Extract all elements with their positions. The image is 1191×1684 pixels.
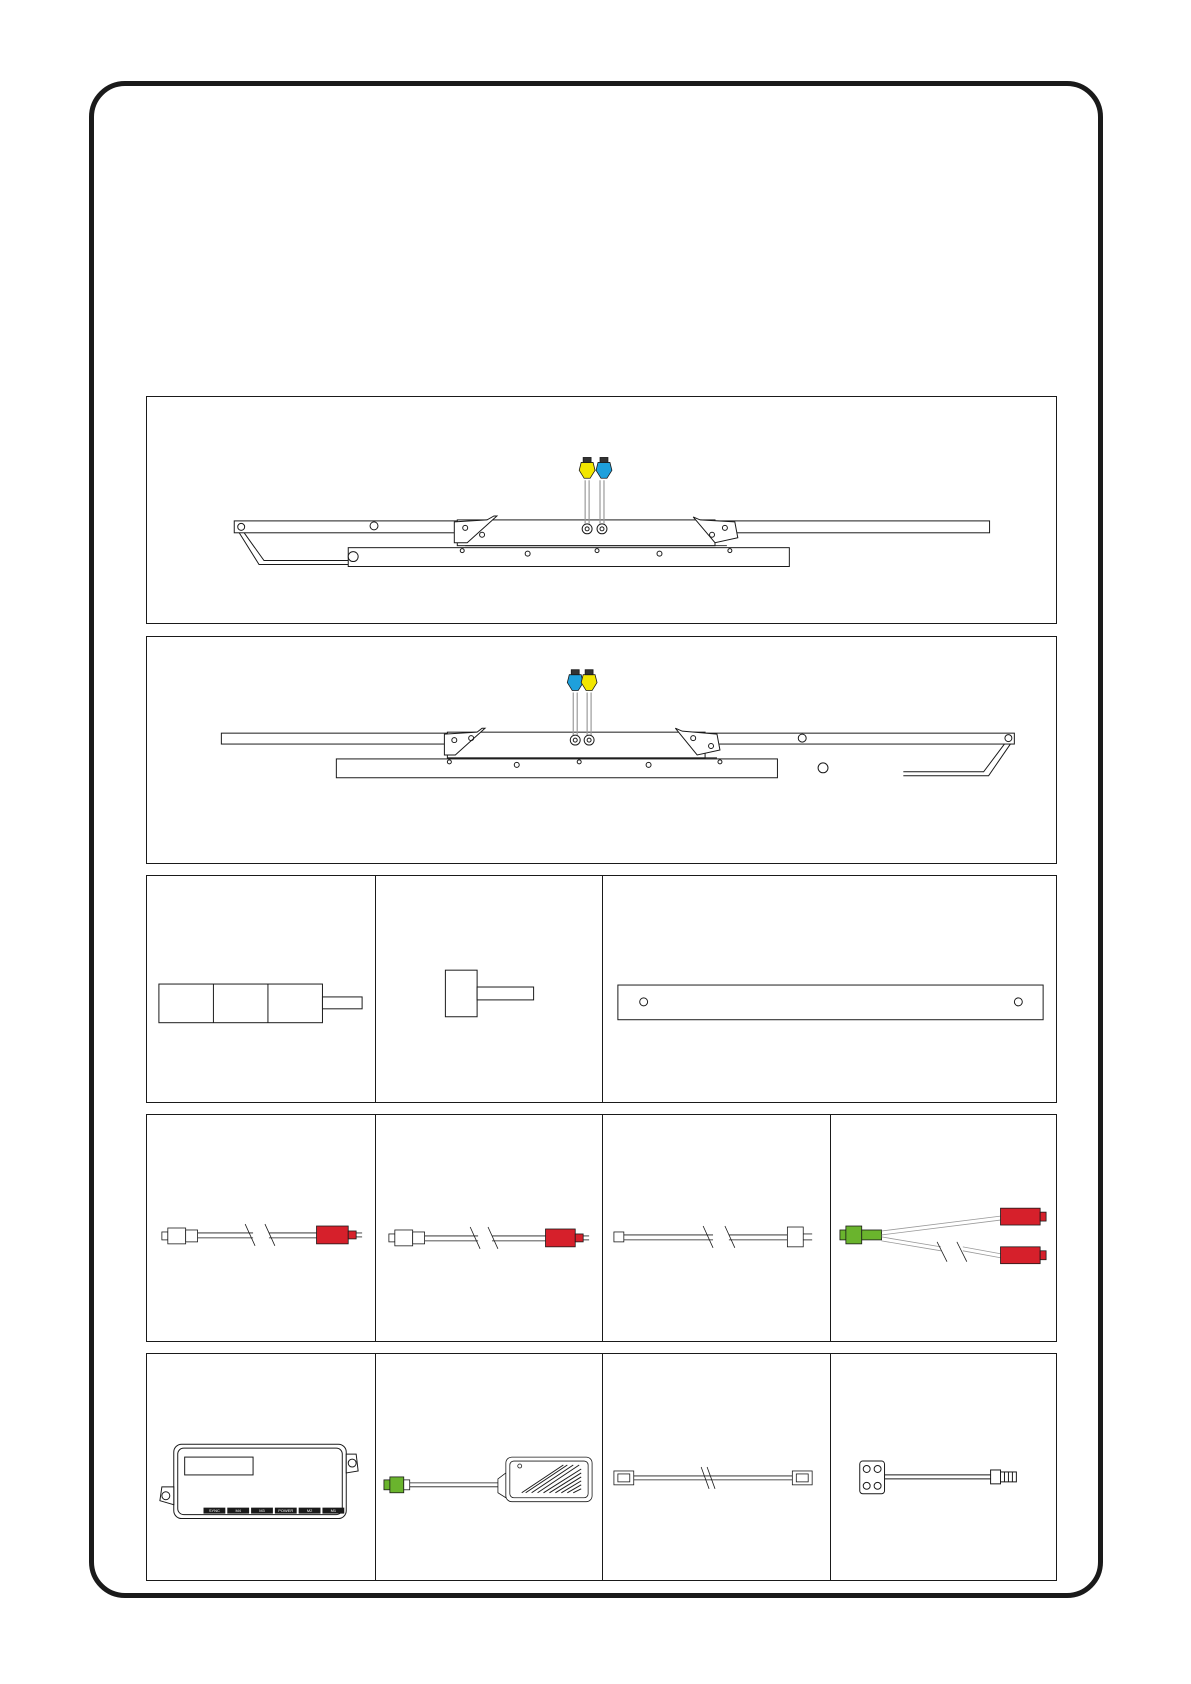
mounting-bar-icon: [603, 876, 1059, 1102]
white-plug-cable-icon: [603, 1115, 831, 1341]
control-box-port-label: M3: [259, 1508, 265, 1514]
parts-row-2: [146, 1114, 1057, 1342]
assembly-view-left: [146, 396, 1057, 624]
parts-row-3: [146, 1353, 1057, 1581]
parts-row-1: [146, 875, 1057, 1103]
sync-cable-icon: [603, 1354, 831, 1580]
end-cap-icon: [376, 876, 603, 1102]
hand-remote-icon: [831, 1354, 1059, 1580]
assembly-view-right: [146, 636, 1057, 864]
part-cell-white-cable: [602, 1115, 831, 1341]
y-splitter-cable-icon: [831, 1115, 1059, 1341]
red-plug-cable-alt-icon: [376, 1115, 603, 1341]
control-box-port-label: M1: [330, 1508, 337, 1514]
lift-mechanism-diagram-icon: [147, 397, 1056, 623]
part-cell-red-cable-alt: [375, 1115, 603, 1341]
part-cell-hand-remote: [830, 1354, 1059, 1580]
part-cell-endcap: [375, 876, 603, 1102]
motor-actuator-icon: [147, 876, 375, 1102]
part-cell-bar: [602, 876, 1059, 1102]
part-cell-y-splitter: [830, 1115, 1059, 1341]
lift-mechanism-mirror-diagram-icon: [147, 637, 1056, 863]
part-cell-control-box: [147, 1354, 375, 1580]
part-cell-motor: [147, 876, 375, 1102]
control-box-port-label: M4: [235, 1508, 241, 1514]
power-adapter-icon: [376, 1354, 603, 1580]
part-cell-sync-cable: [602, 1354, 831, 1580]
part-cell-power-adapter: [375, 1354, 603, 1580]
control-box-port-label: M2: [306, 1508, 313, 1514]
red-plug-cable-icon: [147, 1115, 375, 1341]
control-box-port-label: SYNC: [208, 1508, 220, 1514]
control-box-port-label: POWER: [278, 1508, 294, 1514]
control-box-icon: [147, 1354, 375, 1580]
part-cell-red-cable: [147, 1115, 375, 1341]
